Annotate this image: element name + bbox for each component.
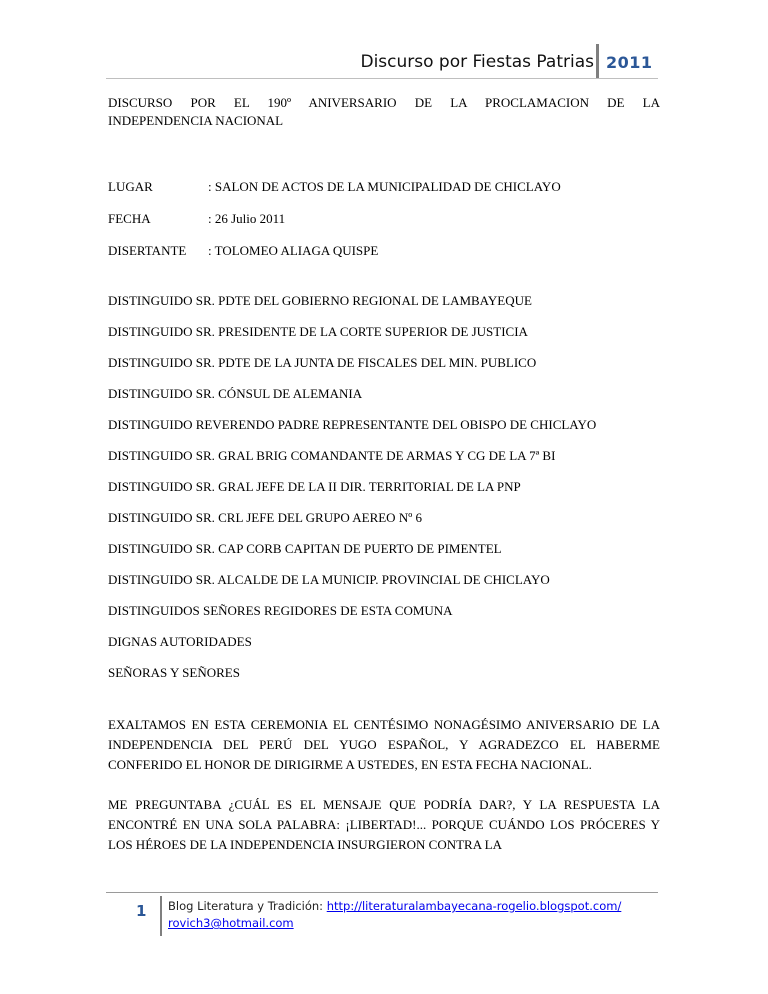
event-info xyxy=(108,178,660,260)
header-divider xyxy=(596,44,599,78)
salutation-line: DISTINGUIDO SR. PDTE DEL GOBIERNO REGIONAL DE LAMBAYEQUE xyxy=(108,293,532,308)
document-title-line-1: DISCURSO POR EL 190º ANIVERSARIO DE LA PROCLAMACION DE LA xyxy=(108,95,660,110)
salutation-line: DISTINGUIDO SR. GRAL BRIG COMANDANTE DE ARMAS Y CG DE LA 7ª BI xyxy=(108,448,556,463)
page-footer xyxy=(106,892,658,952)
info-value: : 26 Julio 2011 xyxy=(208,211,286,226)
header-title: Discurso por Fiestas Patrias xyxy=(360,52,594,72)
salutation-line: DISTINGUIDO REVERENDO PADRE REPRESENTANTE DEL OBISPO DE CHICLAYO xyxy=(108,417,597,432)
page-header xyxy=(0,44,656,84)
document-title xyxy=(108,94,660,130)
info-row-lugar xyxy=(108,178,660,196)
document-body xyxy=(108,94,660,855)
info-label: FECHA xyxy=(108,211,151,226)
info-row-disertante xyxy=(108,242,660,260)
salutation-line: DISTINGUIDO SR. PDTE DE LA JUNTA DE FISCALES DEL MIN. PUBLICO xyxy=(108,355,537,370)
salutation-line: DISTINGUIDO SR. ALCALDE DE LA MUNICIP. PROVINCIAL DE CHICLAYO xyxy=(108,572,550,587)
info-row-fecha xyxy=(108,210,660,228)
footer-rule xyxy=(106,892,658,893)
salutation-line: DISTINGUIDO SR. CAP CORB CAPITAN DE PUERTO DE PIMENTEL xyxy=(108,541,502,556)
salutations-list xyxy=(108,292,660,682)
footer-divider xyxy=(160,896,162,936)
document-title-line-2: INDEPENDENCIA NACIONAL xyxy=(108,113,284,128)
info-value: : SALON DE ACTOS DE LA MUNICIPALIDAD DE CHICLAYO xyxy=(208,179,561,194)
footer-text xyxy=(168,898,668,932)
page-number: 1 xyxy=(136,902,147,920)
header-year: 2011 xyxy=(606,53,653,72)
info-label: LUGAR xyxy=(108,179,153,194)
salutation-line: SEÑORAS Y SEÑORES xyxy=(108,665,240,680)
salutation-line: DIGNAS AUTORIDADES xyxy=(108,634,252,649)
salutation-line: DISTINGUIDO SR. CRL JEFE DEL GRUPO AEREO Nº 6 xyxy=(108,510,422,525)
salutation-line: DISTINGUIDO SR. PRESIDENTE DE LA CORTE SUPERIOR DE JUSTICIA xyxy=(108,324,528,339)
info-label: DISERTANTE xyxy=(108,243,187,258)
salutation-line: DISTINGUIDOS SEÑORES REGIDORES DE ESTA COMUNA xyxy=(108,603,453,618)
blog-link[interactable]: http://literaturalambayecana-rogelio.blogspot.com/ xyxy=(326,899,622,913)
salutation-line: DISTINGUIDO SR. GRAL JEFE DE LA II DIR. TERRITORIAL DE LA PNP xyxy=(108,479,521,494)
paragraph-1: EXALTAMOS EN ESTA CEREMONIA EL CENTÉSIMO NONAGÉSIMO ANIVERSARIO DE LA INDEPENDENCIA DEL PERÚ DEL YUGO ESPAÑOL, Y AGRADEZCO EL HABERME CONFERIDO EL HONOR DE DIRIGIRME A USTEDES, EN ESTA FECHA NACIONAL. xyxy=(108,717,660,772)
paragraph-2: ME PREGUNTABA ¿CUÁL ES EL MENSAJE QUE PODRÍA DAR?, Y LA RESPUESTA LA ENCONTRÉ EN UNA SOLA PALABRA: ¡LIBERTAD!... PORQUE CUÁNDO LOS PRÓCERES Y LOS HÉROES DE LA INDEPENDENCIA INSURGIERON CONTRA LA xyxy=(108,797,660,852)
email-link[interactable]: rovich3@hotmail.com xyxy=(168,916,294,930)
blog-label: Blog Literatura y Tradición: xyxy=(168,899,327,913)
salutation-line: DISTINGUIDO SR. CÓNSUL DE ALEMANIA xyxy=(108,386,363,401)
header-rule xyxy=(106,78,658,79)
info-value: : TOLOMEO ALIAGA QUISPE xyxy=(208,243,379,258)
